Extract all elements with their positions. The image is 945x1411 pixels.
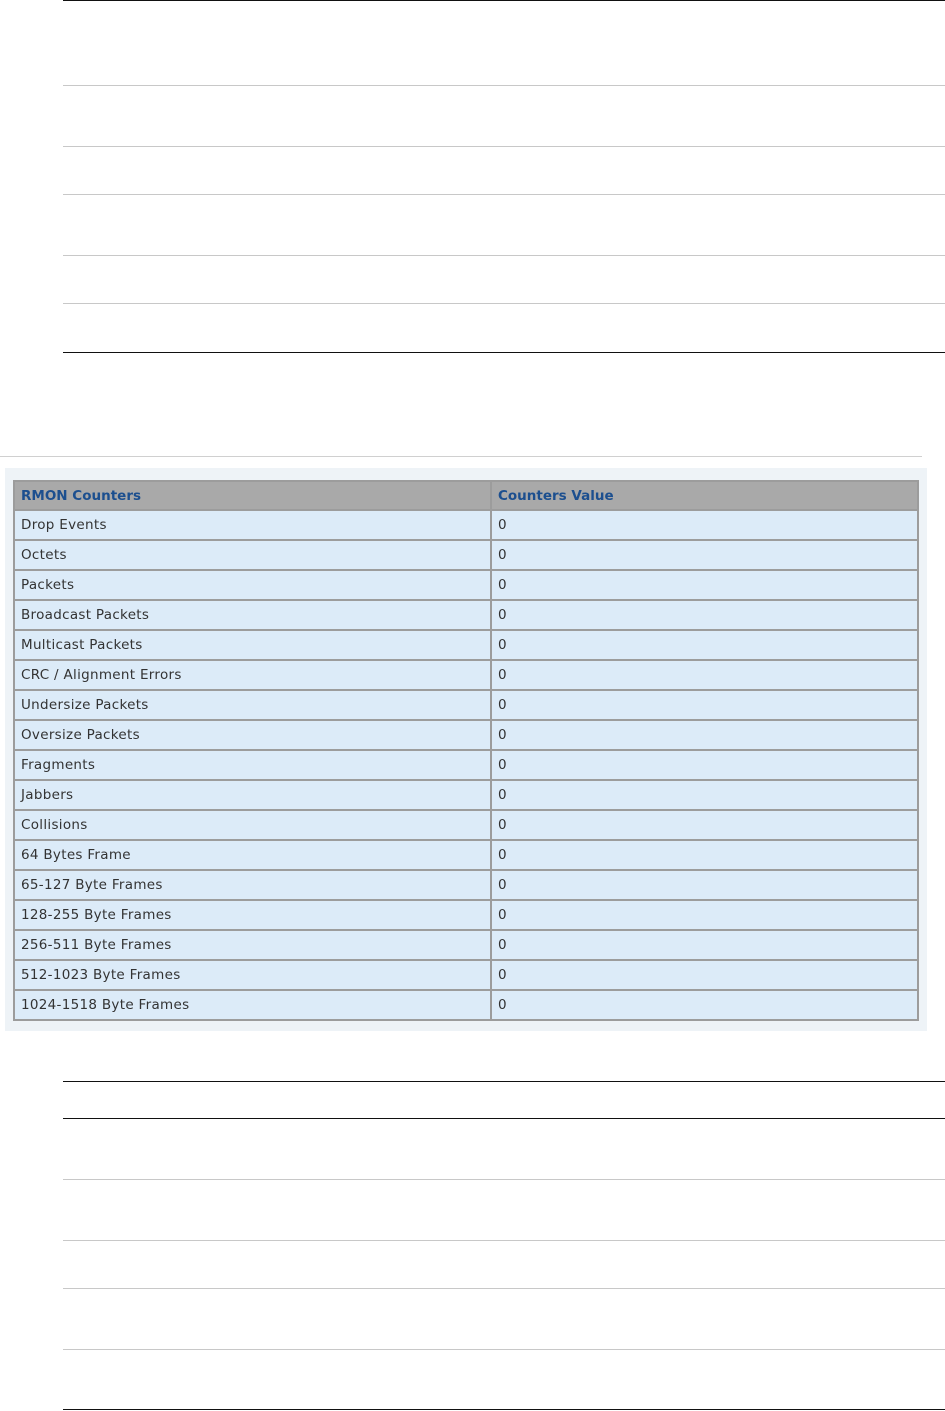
counter-value: 0	[491, 840, 918, 870]
counter-value: 0	[491, 990, 918, 1020]
top-table-row-divider	[63, 146, 945, 147]
bottom-table-row-divider	[63, 1349, 945, 1350]
table-row	[14, 690, 918, 720]
counter-name: Multicast Packets	[14, 630, 491, 660]
counter-name: Fragments	[14, 750, 491, 780]
table-row	[14, 990, 918, 1020]
counter-value: 0	[491, 570, 918, 600]
counter-name: Octets	[14, 540, 491, 570]
top-table-top-rule	[63, 0, 945, 1]
counter-name: Packets	[14, 570, 491, 600]
counter-name: 256-511 Byte Frames	[14, 930, 491, 960]
counter-value: 0	[491, 810, 918, 840]
counter-value: 0	[491, 900, 918, 930]
counter-name: 64 Bytes Frame	[14, 840, 491, 870]
table-row	[14, 810, 918, 840]
top-table-row-divider	[63, 303, 945, 304]
table-row	[14, 870, 918, 900]
top-table-row-divider	[63, 85, 945, 86]
bottom-table-row-divider	[63, 1288, 945, 1289]
counter-name: Jabbers	[14, 780, 491, 810]
counter-name: 1024-1518 Byte Frames	[14, 990, 491, 1020]
counter-name: 65-127 Byte Frames	[14, 870, 491, 900]
counter-value: 0	[491, 960, 918, 990]
top-table-row-divider	[63, 194, 945, 195]
counter-value: 0	[491, 780, 918, 810]
table-row	[14, 960, 918, 990]
top-table-row-divider	[63, 255, 945, 256]
counter-value: 0	[491, 630, 918, 660]
table-row	[14, 540, 918, 570]
counter-value: 0	[491, 600, 918, 630]
counter-name: 512-1023 Byte Frames	[14, 960, 491, 990]
table-row	[14, 900, 918, 930]
table-row	[14, 720, 918, 750]
table-row	[14, 630, 918, 660]
counter-name: Broadcast Packets	[14, 600, 491, 630]
bottom-table-bottom-rule	[63, 1409, 945, 1410]
bottom-table-row-divider	[63, 1179, 945, 1180]
counter-value: 0	[491, 750, 918, 780]
counter-value: 0	[491, 870, 918, 900]
counter-value: 0	[491, 930, 918, 960]
figure-separator	[0, 456, 922, 457]
column-header-counters-value: Counters Value	[491, 481, 918, 510]
table-header-row	[14, 481, 918, 510]
counter-name: Collisions	[14, 810, 491, 840]
bottom-table-top-rule	[63, 1081, 945, 1082]
table-row	[14, 600, 918, 630]
counter-name: Drop Events	[14, 510, 491, 540]
table-row	[14, 840, 918, 870]
table-row	[14, 660, 918, 690]
table-row	[14, 930, 918, 960]
counter-value: 0	[491, 510, 918, 540]
counter-value: 0	[491, 540, 918, 570]
counter-name: Oversize Packets	[14, 720, 491, 750]
table-row	[14, 510, 918, 540]
bottom-table-header-rule	[63, 1118, 945, 1119]
counter-name: CRC / Alignment Errors	[14, 660, 491, 690]
top-table-bottom-rule	[63, 352, 945, 353]
rmon-counters-table	[13, 480, 919, 1021]
counter-name: 128-255 Byte Frames	[14, 900, 491, 930]
column-header-rmon-counters: RMON Counters	[14, 481, 491, 510]
bottom-table-row-divider	[63, 1240, 945, 1241]
counter-value: 0	[491, 720, 918, 750]
counter-value: 0	[491, 660, 918, 690]
table-row	[14, 570, 918, 600]
counter-value: 0	[491, 690, 918, 720]
table-row	[14, 750, 918, 780]
table-row	[14, 780, 918, 810]
counter-name: Undersize Packets	[14, 690, 491, 720]
